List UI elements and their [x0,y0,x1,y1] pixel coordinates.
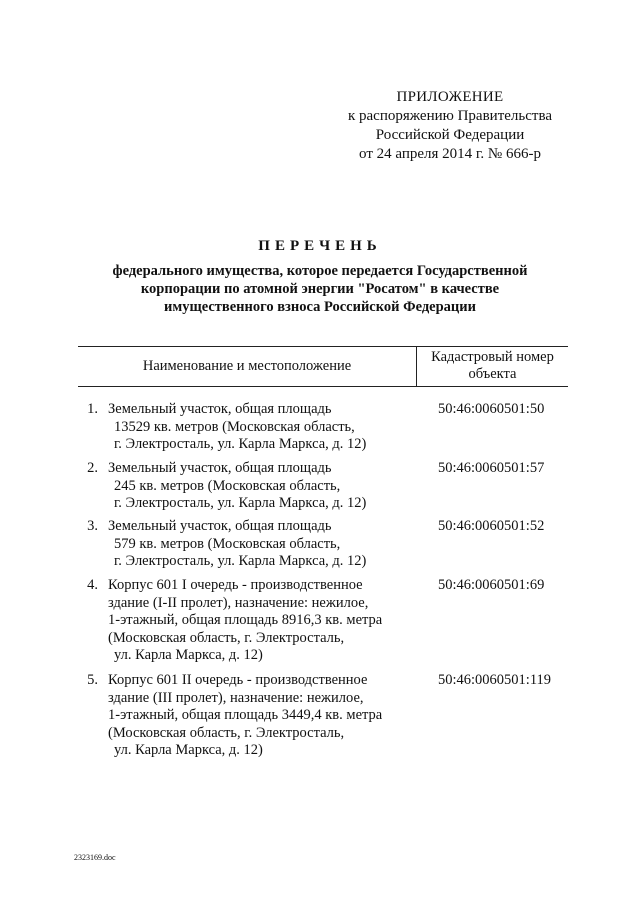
description-line: ул. Карла Маркса, д. 12) [114,647,263,663]
row-number: 4. [87,577,98,593]
description-line: г. Электросталь, ул. Карла Маркса, д. 12) [114,436,367,452]
appendix-line: к распоряжению Правительства [347,108,552,124]
description-line: 13529 кв. метров (Московская область, [114,418,355,435]
description-line: Корпус 601 II очередь - производственное [108,672,368,688]
description-line: ул. Карла Маркса, д. 12) [114,742,263,758]
description-line: (Московская область, г. Электросталь, [108,724,345,741]
description-line: Земельный участок, общая площадь [108,460,332,476]
row-number: 3. [87,518,98,534]
row-number: 5. [87,672,98,688]
appendix-header [330,88,570,164]
row-description [108,460,408,513]
description-line: г. Электросталь, ул. Карла Маркса, д. 12) [114,553,367,569]
row-description [108,577,408,665]
description-line: г. Электросталь, ул. Карла Маркса, д. 12) [114,495,367,511]
description-line: здание (I-II пролет), назначение: нежилое, [108,594,369,611]
description-line: 1-этажный, общая площадь 3449,4 кв. метра [108,707,383,723]
description-line: 1-этажный, общая площадь 8916,3 кв. метра [108,612,383,628]
cadastral-number: 50:46:0060501:57 [438,460,545,476]
description-line: (Московская область, г. Электросталь, [108,629,345,646]
document-title: ПЕРЕЧЕНЬ [258,238,382,254]
row-description [108,518,408,571]
subtitle-line: корпорации по атомной энергии "Росатом" в качестве [140,281,500,297]
appendix-line: Российской Федерации [375,127,525,143]
subtitle-line: федерального имущества, которое передается Государственной [112,263,528,279]
cadastral-number: 50:46:0060501:69 [438,577,545,593]
row-description [108,672,408,760]
table-top-rule [78,346,568,347]
description-line: Земельный участок, общая площадь [108,401,332,417]
appendix-date: от 24 апреля 2014 г. № 666-р [359,146,541,162]
table-header-rule [78,386,568,387]
row-description [108,401,408,454]
description-line: Земельный участок, общая площадь [108,518,332,534]
cadastral-number: 50:46:0060501:119 [438,672,552,688]
document-subtitle [0,262,640,316]
description-line: 245 кв. метров (Московская область, [114,477,341,494]
header-cadastral-number [417,349,568,383]
header-cadastral-line: Кадастровый номер [431,349,554,365]
file-name-footer: 2323169.doc [74,853,116,862]
row-number: 2. [87,460,98,476]
description-line: 579 кв. метров (Московская область, [114,535,341,552]
appendix-title: ПРИЛОЖЕНИЕ [396,89,504,105]
subtitle-line: имущественного взноса Российской Федерации [164,299,476,315]
header-cadastral-line: объекта [468,366,517,382]
description-line: Корпус 601 I очередь - производственное [108,577,363,593]
cadastral-number: 50:46:0060501:52 [438,518,545,534]
row-number: 1. [87,401,98,417]
cadastral-number: 50:46:0060501:50 [438,401,545,417]
header-name-location: Наименование и местоположение [142,358,352,374]
description-line: здание (III пролет), назначение: нежилое, [108,689,364,706]
